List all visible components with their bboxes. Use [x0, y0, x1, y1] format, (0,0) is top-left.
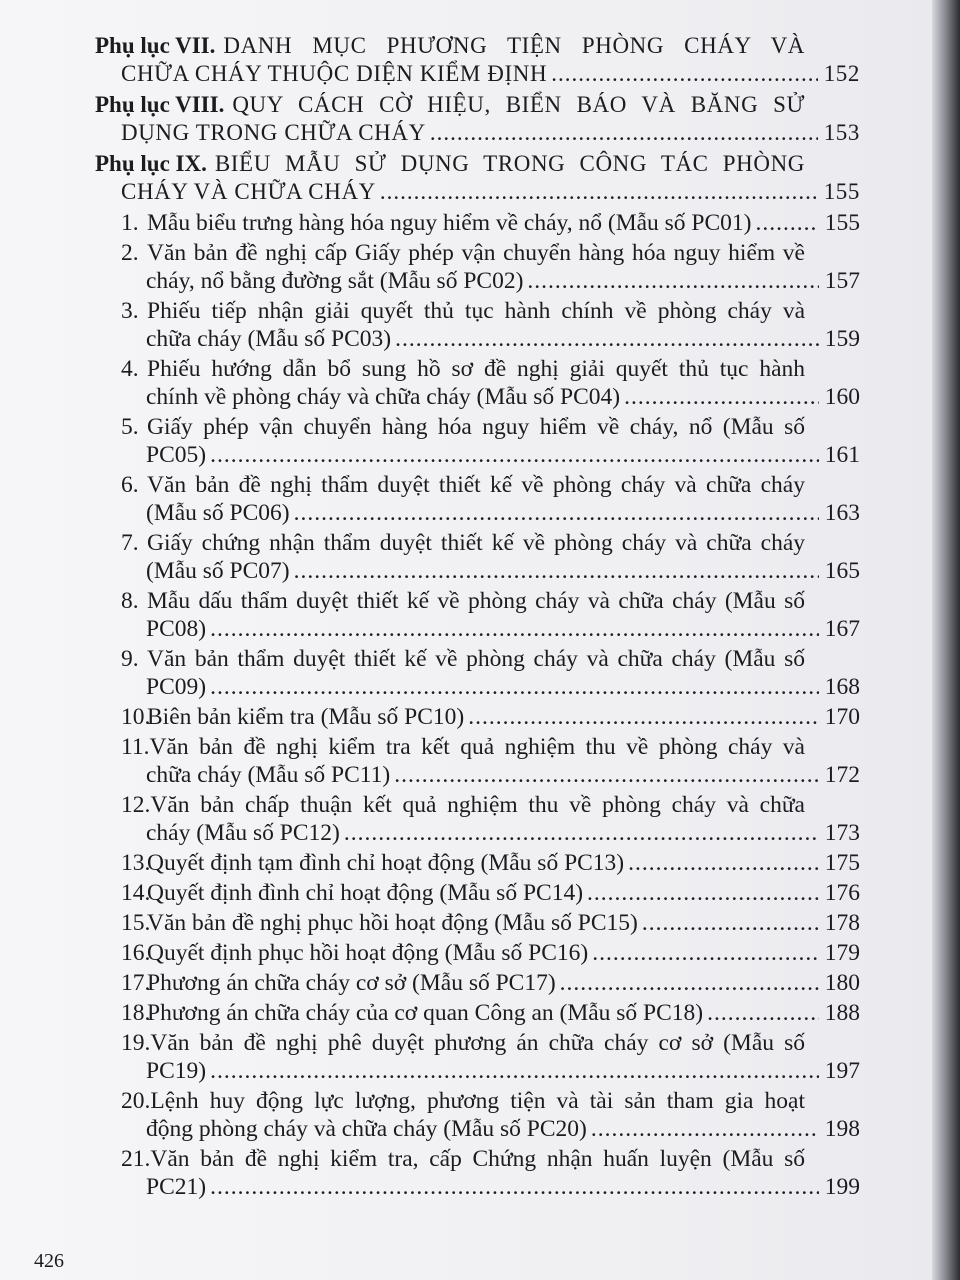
toc-item-title: Mẫu biểu trưng hàng hóa nguy hiểm về cháy, nổ (Mẫu số PC01) [147, 210, 752, 236]
table-of-contents [95, 32, 860, 1203]
toc-item-title-part-2: PC19) [146, 1058, 207, 1084]
toc-item-line-1 [95, 791, 860, 819]
toc-item[interactable] [95, 355, 860, 411]
toc-item-title-part-2: PC05) [146, 442, 207, 468]
toc-item-line [95, 969, 860, 997]
toc-item-title-part-2: PC09) [146, 674, 207, 700]
appendix-page-number: 152 [823, 61, 860, 86]
book-edge [932, 0, 960, 1280]
toc-item-title-part-2: (Mẫu số PC06) [146, 500, 290, 526]
appendix-title-part-1: BIỂU MẪU SỬ DỤNG TRONG CÔNG TÁC PHÒNG [214, 151, 805, 176]
toc-item-number: 2. [121, 240, 139, 266]
toc-item-title: Quyết định đình chỉ hoạt động (Mẫu số PC14) [147, 880, 584, 906]
toc-item-line-2 [95, 325, 860, 353]
toc-item[interactable] [95, 413, 860, 469]
toc-item-page-number: 161 [824, 442, 860, 468]
toc-item[interactable] [95, 939, 860, 967]
toc-item-page-number: 159 [824, 326, 860, 352]
toc-item-page-number: 176 [824, 880, 860, 906]
leader-dots [430, 119, 818, 147]
toc-item-title-part-1: Văn bản đề nghị cấp Giấy phép vận chuyển hàng hóa nguy hiểm về [147, 240, 805, 266]
leader-dots [294, 557, 819, 585]
toc-item-line-2 [95, 1173, 860, 1201]
toc-item-line [95, 849, 860, 877]
toc-item-page-number: 160 [824, 384, 860, 410]
leader-dots [210, 673, 819, 701]
appendix-entry[interactable] [95, 32, 860, 88]
toc-item-page-number: 198 [824, 1116, 860, 1142]
toc-item-title: Phương án chữa cháy của cơ quan Công an (Mẫu số PC18) [147, 1000, 704, 1026]
leader-dots [587, 879, 819, 907]
toc-item-line-2 [95, 615, 860, 643]
toc-item-title-part-1: Giấy phép vận chuyển hàng hóa nguy hiểm về cháy, nổ (Mẫu số [147, 414, 805, 440]
leader-dots [755, 209, 818, 237]
leader-dots [210, 615, 819, 643]
toc-item-line-2 [95, 761, 860, 789]
toc-item-line [95, 909, 860, 937]
toc-item-page-number: 179 [824, 940, 860, 966]
toc-item-title-part-2: động phòng cháy và chữa cháy (Mẫu số PC20) [146, 1116, 587, 1142]
toc-item-page-number: 165 [824, 558, 860, 584]
toc-item-title-part-1: Phiếu hướng dẫn bổ sung hồ sơ đề nghị giải quyết thủ tục hành [147, 356, 805, 382]
toc-item-title-part-2: (Mẫu số PC07) [146, 558, 290, 584]
appendix-entry[interactable] [95, 91, 860, 147]
appendix-title-part-1: DANH MỤC PHƯƠNG TIỆN PHÒNG CHÁY VÀ [223, 33, 805, 58]
toc-item-number: 11. [121, 734, 150, 760]
toc-item-page-number: 199 [824, 1174, 860, 1200]
toc-item-title-part-1: Văn bản đề nghị kiểm tra, cấp Chứng nhận huấn luyện (Mẫu số [150, 1146, 805, 1172]
toc-item-line [95, 879, 860, 907]
toc-item-line-1 [95, 587, 860, 615]
toc-item-line-2 [95, 1057, 860, 1085]
page-number: 426 [34, 1250, 64, 1272]
toc-item-line-1 [95, 413, 860, 441]
appendix-title-part-1: QUY CÁCH CỜ HIỆU, BIỂN BÁO VÀ BĂNG SỬ [232, 92, 805, 117]
appendix-label: Phụ lục IX. [95, 151, 207, 176]
leader-dots [560, 969, 819, 997]
toc-item[interactable] [95, 703, 860, 731]
toc-item-line-2 [95, 557, 860, 585]
toc-item-title-part-1: Văn bản chấp thuận kết quả nghiệm thu về phòng cháy và chữa [150, 792, 805, 818]
leader-dots [210, 441, 819, 469]
toc-item[interactable] [95, 239, 860, 295]
leader-dots [294, 499, 819, 527]
leader-dots [707, 999, 819, 1027]
toc-item-page-number: 163 [824, 500, 860, 526]
toc-item-number: 21. [121, 1146, 151, 1172]
leader-dots [210, 1057, 819, 1085]
toc-item-line-1 [95, 239, 860, 267]
toc-item[interactable] [95, 849, 860, 877]
toc-item[interactable] [95, 791, 860, 847]
toc-item-title-part-2: chính về phòng cháy và chữa cháy (Mẫu số PC04) [146, 384, 621, 410]
leader-dots [344, 819, 819, 847]
toc-item-line-2 [95, 267, 860, 295]
toc-item[interactable] [95, 879, 860, 907]
appendix-line-1 [95, 150, 860, 178]
toc-item[interactable] [95, 999, 860, 1027]
toc-item-number: 10. [121, 704, 151, 730]
toc-item-title-part-2: cháy, nổ bằng đường sắt (Mẫu số PC02) [146, 268, 524, 294]
toc-item-line-1 [95, 1145, 860, 1173]
leader-dots [628, 849, 819, 877]
toc-item-number: 6. [121, 472, 139, 498]
toc-item-title-part-1: Giấy chứng nhận thẩm duyệt thiết kế về phòng cháy và chữa cháy [147, 530, 805, 556]
toc-item[interactable] [95, 969, 860, 997]
toc-item-title-part-2: chữa cháy (Mẫu số PC11) [146, 762, 391, 788]
toc-item-page-number: 175 [824, 850, 860, 876]
toc-item-line-1 [95, 645, 860, 673]
leader-dots [395, 325, 819, 353]
toc-item-number: 15. [121, 910, 151, 936]
toc-item-number: 20. [121, 1088, 151, 1114]
toc-item-title: Biên bản kiểm tra (Mẫu số PC10) [147, 704, 465, 730]
toc-item-line-2 [95, 499, 860, 527]
toc-item-page-number: 170 [824, 704, 860, 730]
leader-dots [394, 761, 819, 789]
toc-item-title-part-2: PC21) [146, 1174, 207, 1200]
appendix-page-number: 153 [823, 120, 860, 145]
toc-item-line-1 [95, 471, 860, 499]
toc-item-number: 14. [121, 880, 151, 906]
toc-item-line-1 [95, 1029, 860, 1057]
leader-dots [380, 178, 818, 206]
appendix-line-1 [95, 32, 860, 60]
toc-item-title: Quyết định phục hồi hoạt động (Mẫu số PC16) [147, 940, 589, 966]
toc-item-number: 19. [121, 1030, 151, 1056]
leader-dots [468, 703, 819, 731]
toc-item[interactable] [95, 529, 860, 585]
toc-item-number: 18. [121, 1000, 151, 1026]
toc-item[interactable] [95, 297, 860, 353]
toc-item-number: 13. [121, 850, 151, 876]
toc-item[interactable] [95, 909, 860, 937]
appendix-title-part-2: CHỮA CHÁY THUỘC DIỆN KIỂM ĐỊNH [121, 61, 548, 86]
appendix-line-2 [95, 178, 860, 206]
toc-item-number: 3. [121, 298, 139, 324]
toc-item-line-1 [95, 529, 860, 557]
toc-item[interactable] [95, 587, 860, 643]
appendix-title-part-2: DỤNG TRONG CHỮA CHÁY [121, 120, 426, 145]
toc-item-page-number: 168 [824, 674, 860, 700]
toc-item-line [95, 939, 860, 967]
leader-dots [592, 939, 819, 967]
toc-item-line [95, 999, 860, 1027]
toc-item-title-part-2: PC08) [146, 616, 207, 642]
toc-item[interactable] [95, 1145, 860, 1201]
toc-item-number: 4. [121, 356, 139, 382]
leader-dots [527, 267, 818, 295]
toc-item-line-2 [95, 673, 860, 701]
toc-item-title-part-1: Văn bản đề nghị thẩm duyệt thiết kế về phòng cháy và chữa cháy [147, 472, 805, 498]
toc-item-page-number: 180 [824, 970, 860, 996]
toc-item-page-number: 173 [824, 820, 860, 846]
toc-item-number: 8. [121, 588, 139, 614]
toc-item-title: Quyết định tạm đình chỉ hoạt động (Mẫu số PC13) [147, 850, 625, 876]
toc-item-number: 16. [121, 940, 151, 966]
toc-item-line-2 [95, 819, 860, 847]
appendix-line-2 [95, 119, 860, 147]
toc-item-number: 17. [121, 970, 151, 996]
toc-item-title-part-2: chữa cháy (Mẫu số PC03) [146, 326, 392, 352]
toc-item-line [95, 703, 860, 731]
toc-item-title: Văn bản đề nghị phục hồi hoạt động (Mẫu số PC15) [147, 910, 638, 936]
toc-item-page-number: 178 [824, 910, 860, 936]
toc-item[interactable] [95, 209, 860, 237]
toc-item-number: 12. [121, 792, 151, 818]
appendix-label: Phụ lục VII. [95, 33, 216, 58]
appendix-line-1 [95, 91, 860, 119]
leader-dots [642, 909, 819, 937]
toc-item[interactable] [95, 645, 860, 701]
leader-dots [551, 60, 817, 88]
toc-item-title-part-1: Văn bản đề nghị kiểm tra kết quả nghiệm thu về phòng cháy và [149, 734, 805, 760]
toc-item-title: Phương án chữa cháy cơ sở (Mẫu số PC17) [147, 970, 556, 996]
toc-item-number: 7. [121, 530, 139, 556]
toc-item-number: 5. [121, 414, 139, 440]
appendix-entry[interactable] [95, 150, 860, 206]
toc-item[interactable] [95, 471, 860, 527]
toc-item-title-part-1: Văn bản thẩm duyệt thiết kế về phòng cháy và chữa cháy (Mẫu số [147, 646, 805, 672]
toc-item-title-part-1: Lệnh huy động lực lượng, phương tiện và tài sản tham gia hoạt [150, 1088, 805, 1114]
toc-item-line-1 [95, 1087, 860, 1115]
toc-item-title-part-1: Văn bản đề nghị phê duyệt phương án chữa cháy cơ sở (Mẫu số [150, 1030, 805, 1056]
appendix-page-number: 155 [823, 179, 860, 204]
toc-item-title-part-1: Mẫu dấu thẩm duyệt thiết kế về phòng cháy và chữa cháy (Mẫu số [147, 588, 805, 614]
appendix-line-2 [95, 60, 860, 88]
toc-item-title-part-2: cháy (Mẫu số PC12) [146, 820, 340, 846]
toc-item[interactable] [95, 1087, 860, 1143]
toc-item-line-1 [95, 297, 860, 325]
toc-item-page-number: 188 [824, 1000, 860, 1026]
toc-item-line-2 [95, 383, 860, 411]
toc-item-page-number: 197 [824, 1058, 860, 1084]
toc-item-title-part-1: Phiếu tiếp nhận giải quyết thủ tục hành chính về phòng cháy và [147, 298, 805, 324]
appendix-title-part-2: CHÁY VÀ CHỮA CHÁY [121, 179, 376, 204]
toc-item-page-number: 172 [824, 762, 860, 788]
toc-item-line-2 [95, 1115, 860, 1143]
leader-dots [624, 383, 819, 411]
toc-item-line [95, 209, 860, 237]
leader-dots [591, 1115, 819, 1143]
toc-item-page-number: 157 [824, 268, 860, 294]
leader-dots [210, 1173, 819, 1201]
toc-item-page-number: 155 [824, 210, 860, 236]
toc-item-line-2 [95, 441, 860, 469]
toc-item[interactable] [95, 1029, 860, 1085]
toc-item-page-number: 167 [824, 616, 860, 642]
toc-item-line-1 [95, 733, 860, 761]
toc-item-line-1 [95, 355, 860, 383]
toc-item-number: 1. [121, 210, 139, 236]
appendix-label: Phụ lục VIII. [95, 92, 225, 117]
toc-item[interactable] [95, 733, 860, 789]
toc-item-number: 9. [121, 646, 139, 672]
